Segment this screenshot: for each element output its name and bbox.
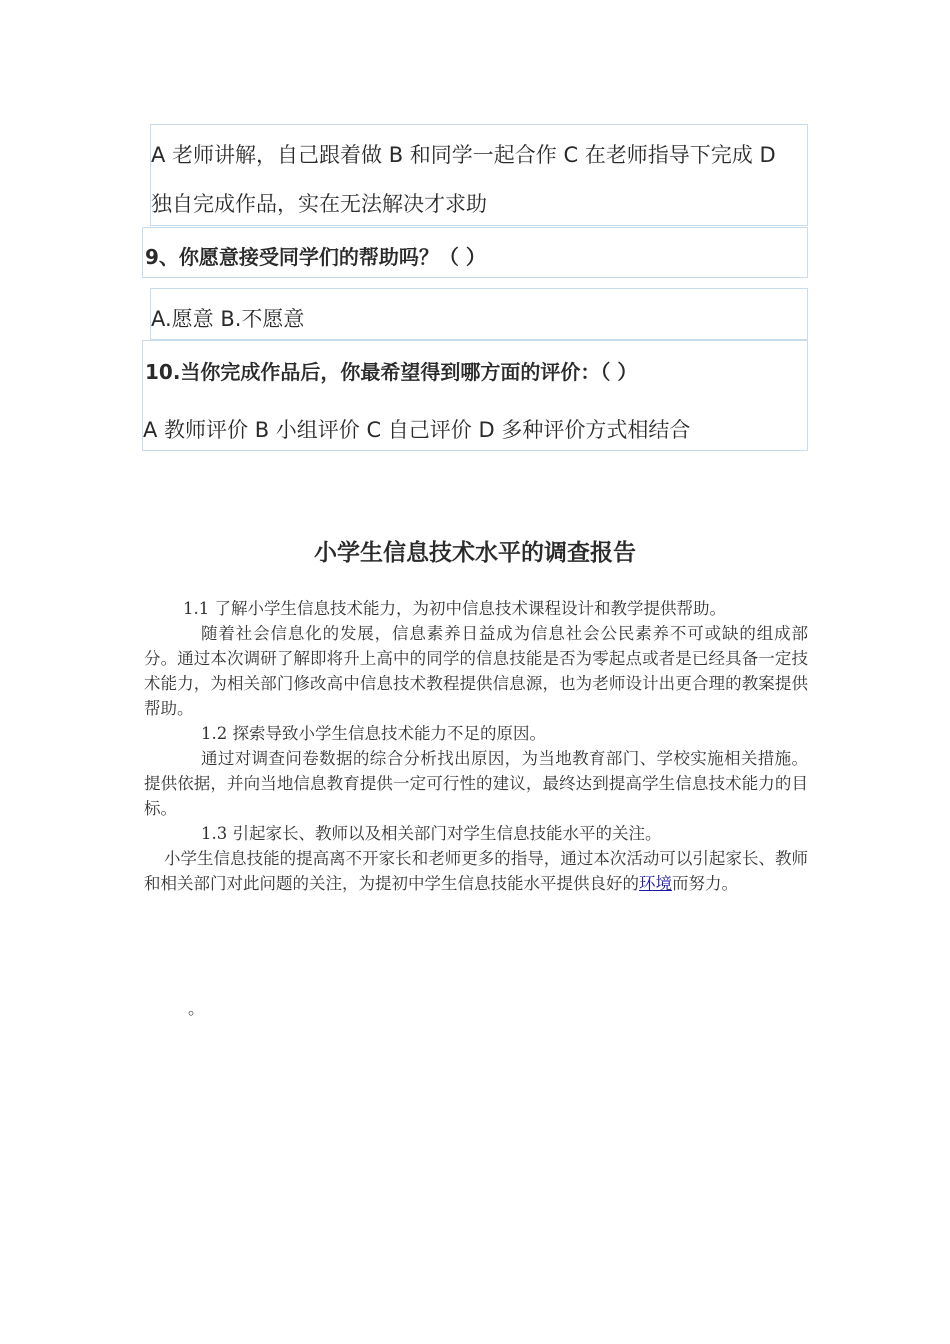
paragraph-2-text: 通过对调查问卷数据的综合分析找出原因，为当地教育部门、学校实施相关措施。提供依据，并向当地信息教育提供一定可行性的建议，最终达到提高学生信息技术能力的目标。 (144, 749, 808, 818)
environment-link[interactable]: 环境 (639, 874, 672, 893)
q9-question-box (142, 227, 808, 278)
report-title: 小学生信息技术水平的调查报告 (314, 540, 636, 566)
q9-question: 9、你愿意接受同学们的帮助吗？（ ） (145, 245, 486, 269)
paragraph-3-text: 小学生信息技能的提高离不开家长和老师更多的指导，通过本次活动可以引起家长、教师和相关部门对此问题的关注，为提初中学生信息技能水平提供良好的 (144, 849, 808, 893)
paragraph-3 (144, 846, 808, 896)
trailing-period: 。 (188, 999, 205, 1018)
q8-options-box (150, 124, 808, 226)
q10-box (142, 340, 808, 451)
section-1-2: 1.2 探索导致小学生信息技术能力不足的原因。 (201, 724, 546, 743)
section-1-3: 1.3 引起家长、教师以及相关部门对学生信息技能水平的关注。 (201, 824, 662, 843)
paragraph-1 (144, 621, 808, 721)
paragraph-3-end: 而努力。 (672, 874, 738, 893)
q9-options: A.愿意 B.不愿意 (151, 307, 305, 331)
paragraph-1-text: 随着社会信息化的发展，信息素养日益成为信息社会公民素养不可或缺的组成部分。通过本次调研了解即将升上高中的同学的信息技能是否为零起点或者是已经具备一定技术能力，为相关部门修改高中信息技术教程提供信息源，也为老师设计出更合理的教案提供帮助。 (144, 624, 808, 718)
q10-question: 10.当你完成作品后，你最希望得到哪方面的评价：（ ） (145, 360, 638, 384)
section-1-1: 1.1 了解小学生信息技术能力，为初中信息技术课程设计和教学提供帮助。 (183, 599, 726, 618)
q10-options: A 教师评价 B 小组评价 C 自己评价 D 多种评价方式相结合 (143, 418, 691, 442)
q8-options-line1: A 老师讲解，自己跟着做 B 和同学一起合作 C 在老师指导下完成 D (151, 143, 776, 167)
q9-options-box (150, 288, 808, 340)
paragraph-2 (144, 746, 808, 821)
q8-options-line2: 独自完成作品，实在无法解决才求助 (151, 192, 487, 216)
